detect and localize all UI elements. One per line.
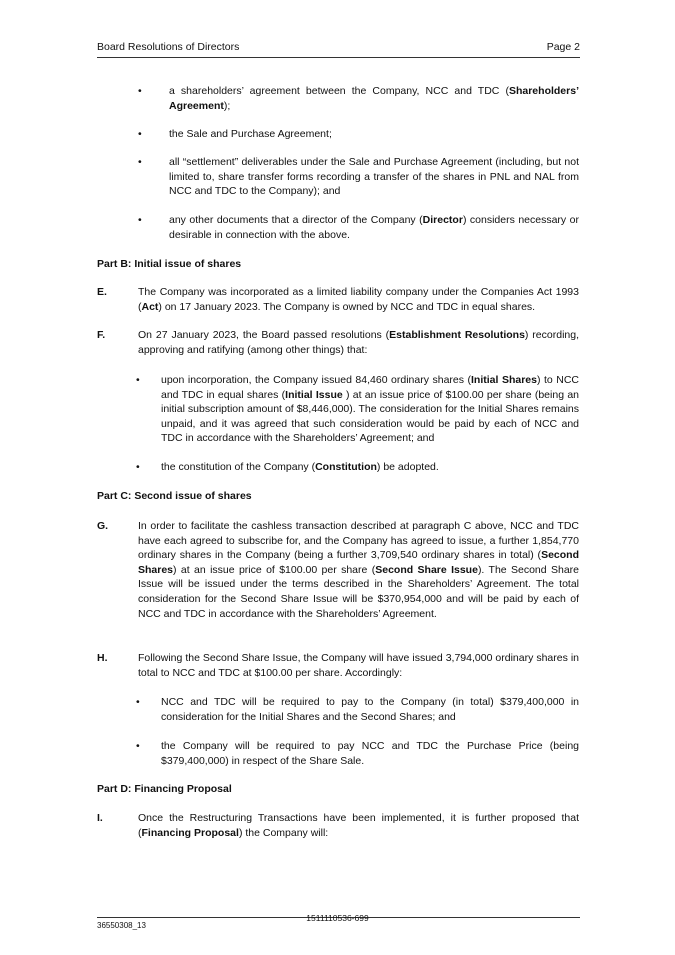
para-f: On 27 January 2023, the Board passed resolutions (Establishment Resolutions) recording, approving and ratifying (among other things) that: xyxy=(138,329,579,356)
para-h-label: H. xyxy=(97,652,108,664)
para-i: Once the Restructuring Transactions have been implemented, it is further proposed that (Financing Proposal) the Company will: xyxy=(138,812,579,839)
header-title: Board Resolutions of Directors xyxy=(97,41,240,53)
para-g: In order to facilitate the cashless transaction described at paragraph C above, NCC and TDC have each agreed to subscribe for, and the Company has agreed to issue, a further 1,854,770 ordinary shares in the Company (being a further 3,709,540 ordinary shares in total) (Second Shares) at an issue price of $100.00 per share (Second Share Issue). The Second Share Issue will be issued under the terms described in the Shareholders’ Agreement. The total consideration for the Second Share Issue will be $370,954,000 and will be paid by each of NCC and TDC in accordance with the Shareholders’ Agreement. xyxy=(138,520,579,620)
bullet-sale-purchase: the Sale and Purchase Agreement; xyxy=(169,128,332,140)
bullet-constitution: the constitution of the Company (Constitution) be adopted. xyxy=(161,461,439,473)
bullet-ncc-tdc-pay: NCC and TDC will be required to pay to the Company (in total) $379,400,000 in consideration for the Initial Shares and the Second Shares; and xyxy=(161,696,579,723)
bullet-other-documents: any other documents that a director of the Company (Director) considers necessary or desirable in connection with the above. xyxy=(169,214,579,241)
header-page-number: Page 2 xyxy=(546,41,580,53)
part-d-heading: Part D: Financing Proposal xyxy=(97,783,232,795)
footer-doc-id: 36550308_13 xyxy=(97,921,146,930)
part-b-heading: Part B: Initial issue of shares xyxy=(97,258,242,270)
para-h: Following the Second Share Issue, the Company will have issued 3,794,000 ordinary shares in total to NCC and TDC at $100.00 per share. Accordingly: xyxy=(138,652,579,679)
para-e: The Company was incorporated as a limited liability company under the Companies Act 1993 (Act) on 17 January 2023. The Company is owned by NCC and TDC in equal shares. xyxy=(138,286,579,313)
para-f-label: F. xyxy=(97,329,106,341)
bullet-icon: • xyxy=(136,696,140,708)
para-e-label: E. xyxy=(97,286,107,298)
para-i-label: I. xyxy=(97,812,103,824)
bullet-icon: • xyxy=(136,461,140,473)
header-rule xyxy=(97,57,580,58)
part-c-heading: Part C: Second issue of shares xyxy=(97,490,252,502)
bullet-icon: • xyxy=(138,156,142,168)
bullet-company-pay: the Company will be required to pay NCC and TDC the Purchase Price (being $379,400,000) in respect of the Share Sale. xyxy=(161,740,579,767)
bullet-initial-shares: upon incorporation, the Company issued 84,460 ordinary shares (Initial Shares) to NCC and TDC in equal shares (Initial Issue ) at an issue price of $100.00 per share (being an initial subscription amount of $8,446,000). The consideration for the Initial Shares remains unpaid, and it was agreed that such consideration would be paid by each of NCC and TDC in accordance with the Shareholders’ Agreement; and xyxy=(161,374,579,445)
bullet-icon: • xyxy=(138,214,142,226)
para-g-label: G. xyxy=(97,520,109,532)
bullet-icon: • xyxy=(138,128,142,140)
bullet-icon: • xyxy=(136,374,140,386)
bullet-icon: • xyxy=(136,740,140,752)
bullet-shareholders-agreement: a shareholders’ agreement between the Company, NCC and TDC (Shareholders’ Agreement); xyxy=(169,85,579,112)
footer-reference: 1511110536-699 xyxy=(306,913,369,923)
bullet-icon: • xyxy=(138,85,142,97)
bullet-settlement: all “settlement” deliverables under the Sale and Purchase Agreement (including, but not limited to, share transfer forms recording a transfer of the shares in PNL and NAL from NCC and TDC to the Company); and xyxy=(169,156,579,198)
